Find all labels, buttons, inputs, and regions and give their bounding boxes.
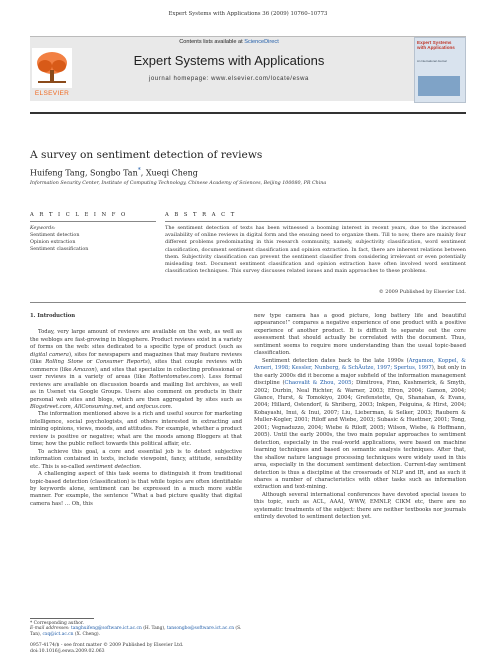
elsevier-tree-logo <box>32 48 72 88</box>
paragraph: new type camera has a good picture, long battery life and beautiful appearance!” compares a negative experience of one product with a positive experience of another product. It is difficult to separate out the core assessment that should actually be correlated with the document. Thus, sentiment seems to require more understanding than the usual topic-based classification. <box>254 313 466 357</box>
keyword-item: Sentiment detection <box>30 233 80 238</box>
journal-homepage[interactable]: journal homepage: www.elsevier.com/locate/eswa <box>148 76 309 82</box>
abstract-text: The sentiment detection of texts has been witnessed a booming interest in recent years, due to the increased availability of online reviews in digital form and the ensuing need to organize them. Till to now, there are mainly four different problems predominating in this research community, namely, subjectivity classification, word sentiment classification, document sentiment classification and opinion extraction. In fact, there are inherent relations between them. Subjectivity classification can prevent the sentiment classifier from considering irrelevant or even potentially misleading text. Document sentiment classification and opinion extraction have often involved word sentiment classification techniques. This survey discusses related issues and main approaches to these problems. <box>165 225 466 275</box>
doi-line[interactable]: doi:10.1016/j.eswa.2009.02.063 <box>30 649 105 655</box>
authors-main: Huifeng Tang, Songbo Tan <box>30 168 138 178</box>
corresponding-author-mark[interactable]: * <box>137 167 141 174</box>
abstract-copyright: © 2009 Published by Elsevier Ltd. <box>378 289 466 295</box>
journal-title: Expert Systems with Applications <box>133 53 325 68</box>
article-title: A survey on sentiment detection of reviews <box>30 149 263 161</box>
email-link[interactable]: tansongbo@software.ict.ac.cn <box>166 626 235 632</box>
header-rule <box>30 112 466 114</box>
cover-artwork <box>418 76 460 96</box>
abstract-heading: A B S T R A C T <box>165 212 237 218</box>
front-matter-rule <box>30 302 466 303</box>
email-link[interactable]: tanghuifeng@software.ict.ac.cn <box>70 626 142 632</box>
publisher-name: ELSEVIER <box>34 90 70 97</box>
authors-rest: , Xueqi Cheng <box>140 168 198 178</box>
keyword-item: Opinion extraction <box>30 240 76 245</box>
paragraph: To achieve this goal, a core and essential job is to detect subjective information contained in texts, include viewpoint, fancy, attitude, sensibility etc. This is so-called sentiment detection. <box>30 448 242 470</box>
paragraph: Sentiment detection dates back to the late 1990s (Argamon, Koppel, & Avneri, 1998; Kessler, Nunberg, & SchÄutze, 1997; Spertus, 1997), but only in the early 2000s did it become a major subfield of the information management discipline (Chaovalit & Zhou, 2005; Dimitrova, Finn, Kushmerick, & Smyth, 2002; Durbin, Neal Richter, & Warner, 2003; Efron, 2004; Gamon, 2004; Glance, Hurst, & Tomokiyo, 2004; Grefenstette, Qu, Shanahan, & Evans, 2004; Hillard, Ostendorf, & Shriberg, 2003; Inkpen, Feiguina, & Hirst, 2004; Kobayashi, Inui, & Inui, 2007; Liu, Lieberman, & Selker, 2003; Raubern & Muller-Kogler, 2001; Riloff and Wiebe, 2003; Subasic & Huettner, 2001; Tong, 2001; Vegnaduzzo, 2004; Wiebe & Riloff, 2005; Wilson, Wiebe, & Hoffmann, 2005). Until the early 2000s, the two main popular approaches to sentiment detection, especially in the real-world applications, were based on machine learning techniques and based on semantic analysis techniques. After that, the shallow nature language processing techniques were widely used in this area, especially in the document sentiment detection. Current-day sentiment detection is thus a discipline at the crossroads of NLP and IR, and as such it shares a number of characteristics with other tasks such as information extraction and text-mining. <box>254 357 466 491</box>
footnote-emails: E-mail addresses: tanghuifeng@software.ict.ac.cn (H. Tang), tansongbo@software.ict.ac.cn (S. Tan), cxq@ict.ac.cn (X. Cheng). <box>30 626 242 637</box>
contents-line <box>78 39 380 45</box>
cover-title: Expert Systems with Applications <box>417 40 455 50</box>
body-column-left <box>30 313 242 508</box>
paragraph: Although several international conferences have devoted special issues to this topic, such as ACL, AAAI, WWW, EMNLP, CIKM etc, there are no systematic treatments of the subject: there are neither textbooks nor journals entirely devoted to sentiment detection yet. <box>254 491 466 521</box>
article-info-rule <box>30 221 156 222</box>
journal-masthead <box>30 36 466 101</box>
footnote-rule <box>30 618 94 619</box>
contents-prefix: Contents lists available at <box>179 39 245 45</box>
paragraph: Today, very large amount of reviews are available on the web, as well as the weblogs are fast-growing in blogsphere. Product reviews exist in a variety of forms on the web: sites dedicated to a specific type of product (such as digital camera), sites for newspapers and magazines that may feature reviews (like Rolling Stone or Consumer Reports), sites that couple reviews with commerce (like Amazon), and sites that specialize in collecting professional or user reviews in a variety of areas (like Rottentomates.com). Less formal reviews are available on discussion boards and mailing list archives, as well as in Usenet via Google Groups. Users also comment on products in their personal web sites and blogs, which are then aggregated by sites such as Blogstreet.com, AllConsuming.net, and onfocus.com. <box>30 329 243 410</box>
publication-ids <box>30 643 183 655</box>
email-link[interactable]: cxq@ict.ac.cn <box>42 631 74 637</box>
affiliation: Information Security Center, Institute of Computing Technology, Chinese Academy of Sciences, Beijing 100080, PR China <box>30 181 327 186</box>
paragraph: The information mentioned above is a rich and useful source for marketing intelligence, social psychologists, and others interested in extracting and mining opinions, views, moods, and attitudes. For example, whether a product review is positive or negative; what are the moods among Bloggers at that time; how the public reflect towards this political affair, etc. <box>30 411 242 448</box>
abstract-rule <box>165 221 466 222</box>
sciencedirect-link[interactable]: ScienceDirect <box>244 39 279 45</box>
section-heading: 1. Introduction <box>30 313 76 319</box>
citation-link[interactable]: Argamon, Koppel, & Avneri, 1998; Kessler, Nunberg, & SchÄutze, 1997; Spertus, 1997 <box>254 357 466 372</box>
footnote <box>30 621 242 637</box>
author-list <box>30 167 198 178</box>
issn-line: 0957-4174/$ - see front matter © 2009 Published by Elsevier Ltd. <box>30 643 184 648</box>
cover-subtitle: An International Journal <box>417 59 447 63</box>
running-header: Expert Systems with Applications 36 (2009) 10760–10773 <box>168 11 328 17</box>
paragraph: A challenging aspect of this task seems to distinguish it from traditional topic-based detection (classification) is that while topics are often identifiable by keywords alone, sentiment can be expressed in a much more subtle manner. For example, the sentence “What a bad picture quality that digital camera has! … Oh, this <box>30 471 242 507</box>
citation-link[interactable]: Chaovalit & Zhou, 2005 <box>284 380 352 387</box>
body-column-right <box>254 313 466 522</box>
footnote-corresponding: * Corresponding author. <box>30 621 84 626</box>
keyword-item: Sentiment classification <box>30 247 89 252</box>
keywords-label: Keywords: <box>30 226 56 231</box>
article-info-heading: A R T I C L E I N F O <box>30 212 128 218</box>
